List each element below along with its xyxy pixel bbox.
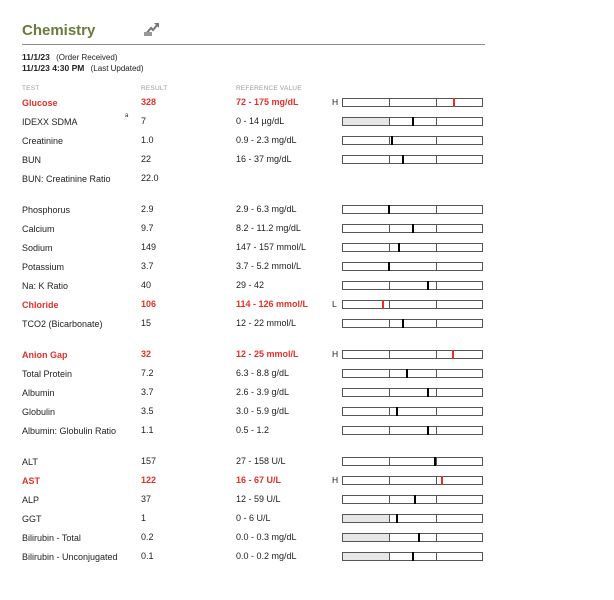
gauge-divider — [389, 370, 390, 377]
test-result: 1.1 — [141, 425, 154, 435]
reference-range: 0.0 - 0.3 mg/dL — [236, 532, 297, 542]
test-result: 1.0 — [141, 135, 154, 145]
gauge-divider — [436, 496, 437, 503]
gauge-divider — [389, 515, 390, 522]
range-gauge — [342, 243, 483, 252]
range-gauge — [342, 495, 483, 504]
test-result: 149 — [141, 242, 157, 252]
test-name: BUN — [22, 155, 42, 165]
column-header-test: TEST — [22, 85, 40, 92]
range-gauge — [342, 319, 483, 328]
gauge-divider — [436, 301, 437, 308]
range-gauge — [342, 369, 483, 378]
range-gauge — [342, 552, 483, 561]
gauge-marker — [406, 369, 408, 378]
gauge-divider — [436, 477, 437, 484]
test-name: Bilirubin - Unconjugated — [22, 552, 118, 562]
last-updated — [22, 63, 144, 74]
reference-range: 0.9 - 2.3 mg/dL — [236, 135, 297, 145]
gauge-marker — [396, 514, 398, 523]
test-name: Globulin — [22, 407, 56, 417]
gauge-low-zone — [343, 118, 389, 125]
gauge-divider — [389, 156, 390, 163]
gauge-divider — [436, 99, 437, 106]
gauge-divider — [389, 282, 390, 289]
test-result: 2.9 — [141, 204, 154, 214]
gauge-divider — [436, 282, 437, 289]
gauge-divider — [436, 534, 437, 541]
range-gauge — [342, 388, 483, 397]
abnormal-flag: H — [332, 97, 339, 107]
test-result: 106 — [141, 299, 157, 309]
range-gauge — [342, 262, 483, 271]
gauge-divider — [436, 370, 437, 377]
gauge-marker — [412, 117, 414, 126]
test-name: Creatinine — [22, 136, 64, 146]
reference-range: 0 - 14 µg/dL — [236, 116, 285, 126]
test-result: 7 — [141, 116, 147, 126]
gauge-divider — [436, 137, 437, 144]
gauge-divider — [389, 534, 390, 541]
test-name: IDEXX SDMA — [22, 117, 78, 127]
order-received-note: (Order Received) — [56, 53, 118, 62]
gauge-low-zone — [343, 534, 389, 541]
test-result: 122 — [141, 475, 157, 485]
footnote-marker: a — [125, 113, 129, 119]
abnormal-flag: L — [332, 299, 337, 309]
gauge-divider — [389, 408, 390, 415]
gauge-divider — [436, 263, 437, 270]
gauge-divider — [436, 206, 437, 213]
test-name: Chloride — [22, 300, 59, 310]
range-gauge — [342, 155, 483, 164]
gauge-marker — [382, 300, 384, 309]
range-gauge — [342, 281, 483, 290]
test-result: 15 — [141, 318, 152, 328]
gauge-divider — [436, 156, 437, 163]
gauge-divider — [389, 244, 390, 251]
gauge-divider — [436, 244, 437, 251]
test-result: 0.1 — [141, 551, 154, 561]
gauge-divider — [389, 553, 390, 560]
test-name: TCO2 (Bicarbonate) — [22, 319, 103, 329]
test-result: 37 — [141, 494, 152, 504]
test-result: 9.7 — [141, 223, 154, 233]
test-result: 32 — [141, 349, 152, 359]
column-header-result: RESULT — [141, 85, 168, 92]
gauge-marker — [427, 388, 429, 397]
test-name: Phosphorus — [22, 205, 71, 215]
test-result: 0.2 — [141, 532, 154, 542]
last-updated-note: (Last Updated) — [90, 64, 144, 73]
gauge-low-zone — [343, 553, 389, 560]
reference-range: 0.0 - 0.2 mg/dL — [236, 551, 297, 561]
test-result: 3.7 — [141, 261, 154, 271]
gauge-marker — [388, 262, 390, 271]
gauge-marker — [453, 98, 455, 107]
order-received — [22, 52, 144, 63]
test-result: 157 — [141, 456, 157, 466]
range-gauge — [342, 407, 483, 416]
gauge-marker — [396, 407, 398, 416]
gauge-divider — [389, 351, 390, 358]
range-gauge — [342, 476, 483, 485]
gauge-divider — [389, 496, 390, 503]
gauge-marker — [402, 155, 404, 164]
gauge-marker — [412, 552, 414, 561]
range-gauge — [342, 117, 483, 126]
reference-range: 12 - 22 mmol/L — [236, 318, 297, 328]
gauge-divider — [389, 301, 390, 308]
test-name: Anion Gap — [22, 350, 68, 360]
test-name: ALT — [22, 457, 38, 467]
abnormal-flag: H — [332, 475, 339, 485]
test-name: ALP — [22, 495, 40, 505]
gauge-marker — [427, 281, 429, 290]
gauge-divider — [436, 351, 437, 358]
gauge-divider — [436, 118, 437, 125]
range-gauge — [342, 426, 483, 435]
gauge-divider — [389, 389, 390, 396]
gauge-marker — [414, 495, 416, 504]
gauge-marker — [434, 457, 436, 466]
range-gauge — [342, 514, 483, 523]
range-gauge — [342, 205, 483, 214]
gauge-marker — [388, 205, 390, 214]
test-result: 40 — [141, 280, 152, 290]
reference-range: 0.5 - 1.2 — [236, 425, 270, 435]
reference-range: 2.9 - 6.3 mg/dL — [236, 204, 297, 214]
gauge-divider — [389, 225, 390, 232]
gauge-marker — [441, 476, 443, 485]
gauge-divider — [389, 477, 390, 484]
test-result: 3.5 — [141, 406, 154, 416]
test-name: BUN: Creatinine Ratio — [22, 174, 111, 184]
gauge-low-zone — [343, 515, 389, 522]
test-name: Potassium — [22, 262, 65, 272]
test-result: 1 — [141, 513, 147, 523]
gauge-divider — [436, 515, 437, 522]
test-name: GGT — [22, 514, 42, 524]
reference-range: 6.3 - 8.8 g/dL — [236, 368, 290, 378]
reference-range: 12 - 25 mmol/L — [236, 349, 299, 359]
test-result: 22.0 — [141, 173, 159, 183]
gauge-divider — [436, 408, 437, 415]
gauge-divider — [436, 427, 437, 434]
range-gauge — [342, 457, 483, 466]
range-gauge — [342, 300, 483, 309]
order-received-date: 11/1/23 — [22, 52, 50, 62]
gauge-divider — [436, 225, 437, 232]
test-result: 7.2 — [141, 368, 154, 378]
gauge-divider — [389, 99, 390, 106]
column-header-reference: REFERENCE VALUE — [236, 85, 302, 92]
reference-range: 12 - 59 U/L — [236, 494, 281, 504]
order-dates — [22, 52, 144, 74]
section-title: Chemistry — [22, 22, 96, 39]
gauge-divider — [389, 427, 390, 434]
gauge-marker — [412, 224, 414, 233]
gauge-divider — [389, 118, 390, 125]
gauge-marker — [427, 426, 429, 435]
range-gauge — [342, 136, 483, 145]
reference-range: 2.6 - 3.9 g/dL — [236, 387, 290, 397]
reference-range: 29 - 42 — [236, 280, 265, 290]
gauge-marker — [418, 533, 420, 542]
reference-range: 3.7 - 5.2 mmol/L — [236, 261, 302, 271]
last-updated-date: 11/1/23 4:30 PM — [22, 63, 85, 73]
test-result: 328 — [141, 97, 157, 107]
share-export-icon[interactable] — [142, 20, 160, 38]
gauge-divider — [436, 458, 437, 465]
test-name: AST — [22, 476, 40, 486]
range-gauge — [342, 224, 483, 233]
test-name: Albumin: Globulin Ratio — [22, 426, 117, 436]
test-name: Calcium — [22, 224, 55, 234]
gauge-marker — [391, 136, 393, 145]
test-name: Albumin — [22, 388, 55, 398]
reference-range: 0 - 6 U/L — [236, 513, 271, 523]
reference-range: 72 - 175 mg/dL — [236, 97, 299, 107]
gauge-divider — [436, 553, 437, 560]
reference-range: 16 - 67 U/L — [236, 475, 282, 485]
range-gauge — [342, 533, 483, 542]
test-name: Glucose — [22, 98, 58, 108]
gauge-divider — [436, 389, 437, 396]
gauge-marker — [452, 350, 454, 359]
gauge-divider — [436, 320, 437, 327]
range-gauge — [342, 350, 483, 359]
test-result: 3.7 — [141, 387, 154, 397]
gauge-divider — [389, 320, 390, 327]
test-name: Na: K Ratio — [22, 281, 69, 291]
reference-range: 114 - 126 mmol/L — [236, 299, 309, 309]
abnormal-flag: H — [332, 349, 339, 359]
reference-range: 27 - 158 U/L — [236, 456, 286, 466]
gauge-marker — [402, 319, 404, 328]
section-header — [22, 18, 485, 45]
range-gauge — [342, 98, 483, 107]
reference-range: 16 - 37 mg/dL — [236, 154, 292, 164]
test-result: 22 — [141, 154, 152, 164]
test-name: Bilirubin - Total — [22, 533, 81, 543]
reference-range: 147 - 157 mmol/L — [236, 242, 307, 252]
reference-range: 8.2 - 11.2 mg/dL — [236, 223, 301, 233]
gauge-divider — [389, 458, 390, 465]
test-name: Sodium — [22, 243, 53, 253]
test-name: Total Protein — [22, 369, 73, 379]
gauge-marker — [398, 243, 400, 252]
reference-range: 3.0 - 5.9 g/dL — [236, 406, 290, 416]
